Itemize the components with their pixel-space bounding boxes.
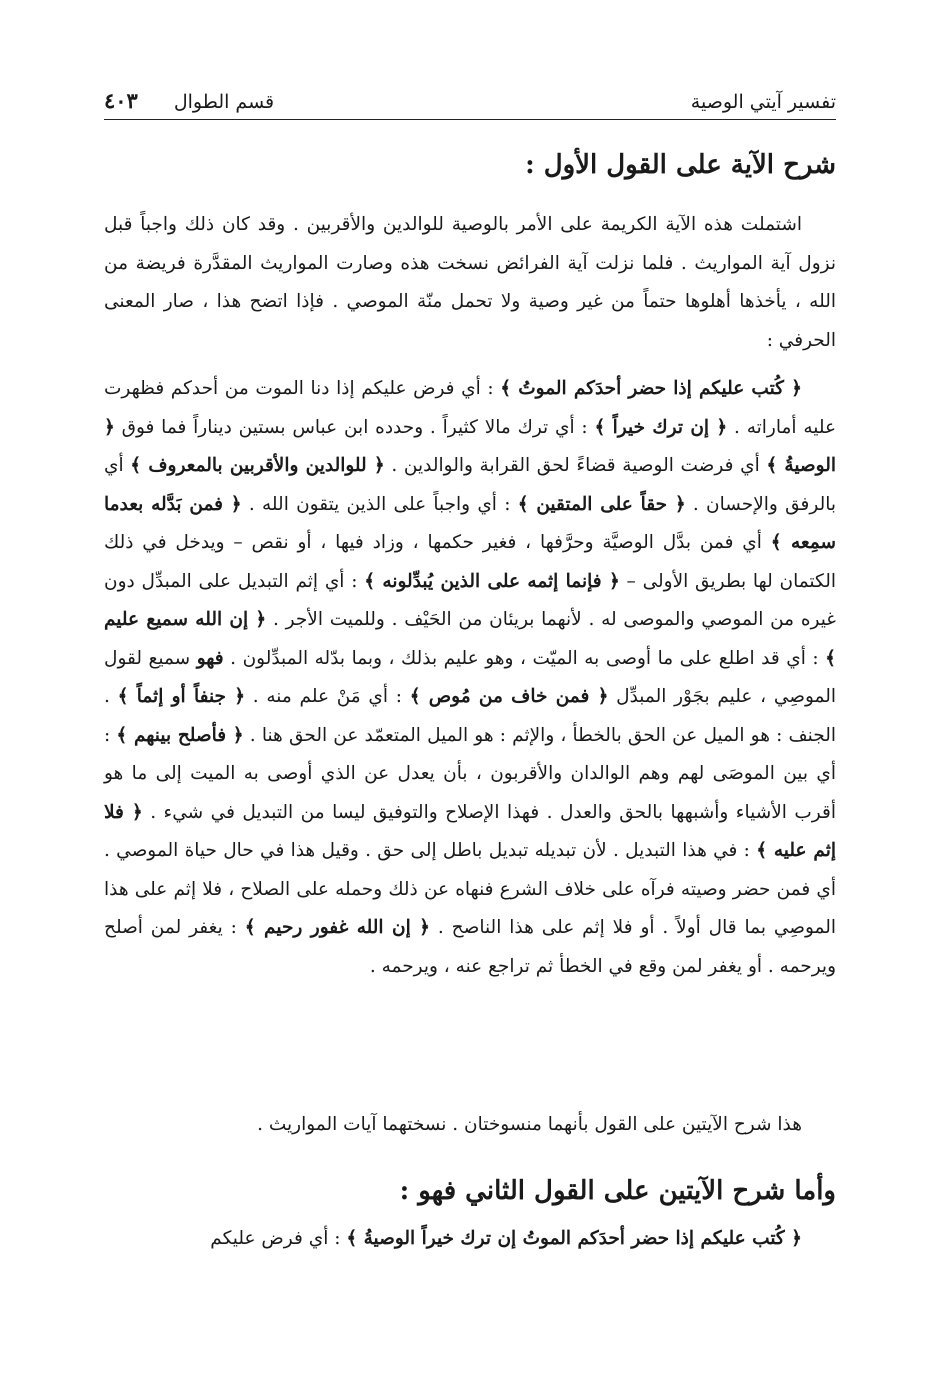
explanation-text: : أي ترك مالا كثيراً . وحدده ابن عباس بستين ديناراً فما فوق <box>114 416 595 438</box>
quran-quote: ﴿ جنفاً أو إثماً ﴾ <box>117 686 246 707</box>
quran-quote: ﴿ كُتب عليكم إذا حضر أحدَكم الموتُ إن ترك خيراً الوصيةُ ﴾ <box>346 1228 802 1249</box>
explanation-text: أي فرضت الوصية قضاءً لحق القرابة والوالدين . <box>384 455 767 476</box>
quran-quote: ﴿ إن ترك خيراً ﴾ <box>594 416 728 438</box>
explanation-text: : أي قد اطلع على ما أوصى به الميّت ، وهو عليم بذلك ، وبما بدّله المبدِّلون . <box>223 647 826 669</box>
quran-quote: ﴿ إن الله سميع عليم ﴾ <box>104 609 836 669</box>
quran-quote: ﴿ فإنما إثمه على الذين يُبدِّلونه ﴾ <box>364 570 620 592</box>
explanation-text: : أي بين الموصَى لهم وهم الوالدان والأقربون ، بأن يعدل عن الذي أوصى به الميت إلى ما هو أقرب الأشياء وأشبهها بالحق والعدل . فهذا الإصلاح والتوفيق ليسا من التبديل في شيء . <box>104 724 836 823</box>
explanation-text: : في هذا التبديل . لأن تبديله تبديل باطل إلى حق . وقيل هذا في حال حياة الموصي . أي فمن حضر وصيته فرآه على خلاف الشرع فنهاه عن ذلك وحمله على الصلاح ، فلا إثم على هذا الموصِي بما قال أولاً . أو فلا إثم على هذا الناصح . <box>104 840 837 938</box>
explanation-text: . الجنف : هو الميل عن الحق بالخطأ ، والإثم : هو الميل المتعمّد عن الحق هنا . <box>104 686 836 746</box>
explanation-text: : أي فرض عليكم <box>210 1228 347 1249</box>
running-header <box>104 88 836 120</box>
explanation-text: أي فمن بدَّل الوصيَّة وحرَّفها ، فغير حكمها ، وزاد فيها ، أو نقص – ويدخل في ذلك الكتمان لها بطريق الأولى – <box>104 532 836 592</box>
quran-quote: ﴿ حقاً على المتقين ﴾ <box>517 493 686 515</box>
book-title: تفسير آيتي الوصية <box>690 91 836 113</box>
explanation-text: : أي فرض عليكم إذا دنا الموت من أحدكم فظهرت عليه أماراته . <box>104 378 837 438</box>
explanation-text: سميع لقول الموصِي ، عليم بجَوْر المبدِّل <box>104 647 836 707</box>
summary-paragraph: هذا شرح الآيتين على القول بأنهما منسوختان . نسختهما آيات المواريث . <box>257 1114 802 1135</box>
quran-quote: ﴿ فمن خاف من مُوص ﴾ <box>409 686 609 707</box>
commentary-paragraph <box>104 370 836 986</box>
section-name: قسم الطوال <box>173 91 275 113</box>
explanation-text: : أي واجباً على الذين يتقون الله . <box>241 493 518 515</box>
header-left-group <box>104 88 274 113</box>
quran-quote: ﴿ فأصلح بينهم ﴾ <box>116 724 244 746</box>
quran-quote: ﴿ للوالدين والأقربين بالمعروف ﴾ <box>130 455 385 476</box>
page-number: ٤٠٣ <box>104 88 138 113</box>
explanation-text: أي بالرفق والإحسان . <box>104 455 836 515</box>
quran-quote: ﴿ كُتب عليكم إذا حضر أحدَكم الموتُ ﴾ <box>500 378 802 399</box>
heading-second-opinion: وأما شرح الآيتين على القول الثاني فهو : <box>399 1176 836 1206</box>
final-paragraph <box>104 1220 836 1259</box>
quran-quote: ﴿ إن الله غفور رحيم ﴾ <box>244 917 431 938</box>
intro-paragraph: اشتملت هذه الآية الكريمة على الأمر بالوصية للوالدين والأقربين . وقد كان ذلك واجباً قبل نزول آية المواريث . فلما نزلت آية الفرائض نسخت هذه وصارت المواريث المقدَّرة فريضة من الله ، يأخذها أهلوها حتماً من غير وصية ولا تحمل منّة الموصي . فإذا اتضح هذا ، صار المعنى الحرفي : <box>104 214 836 351</box>
explanation-text: : يغفر لمن أصلح ويرحمه . أو يغفر لمن وقع في الخطأ ثم تراجع عنه ، ويرحمه . <box>104 917 836 977</box>
explanation-text: : أي مَنْ علم منه . <box>245 686 410 707</box>
quran-quote: ﴿ الوصيةُ ﴾ <box>104 416 836 476</box>
explanation-text: : أي إثم التبديل على المبدِّل دون غيره من الموصي والموصى له . لأنهما بريئان من الحَيْف . وللميت الأجر . <box>104 570 836 630</box>
quran-quote: ﴿ فلا إثم عليه ﴾ <box>104 801 836 861</box>
book-page <box>104 88 837 1249</box>
heading-first-opinion: شرح الآية على القول الأول : <box>525 150 836 180</box>
quran-quote: ﴿ فمن بَدَّله بعدما سمِعه ﴾ <box>104 493 836 553</box>
bold-word: فهو <box>196 647 224 669</box>
